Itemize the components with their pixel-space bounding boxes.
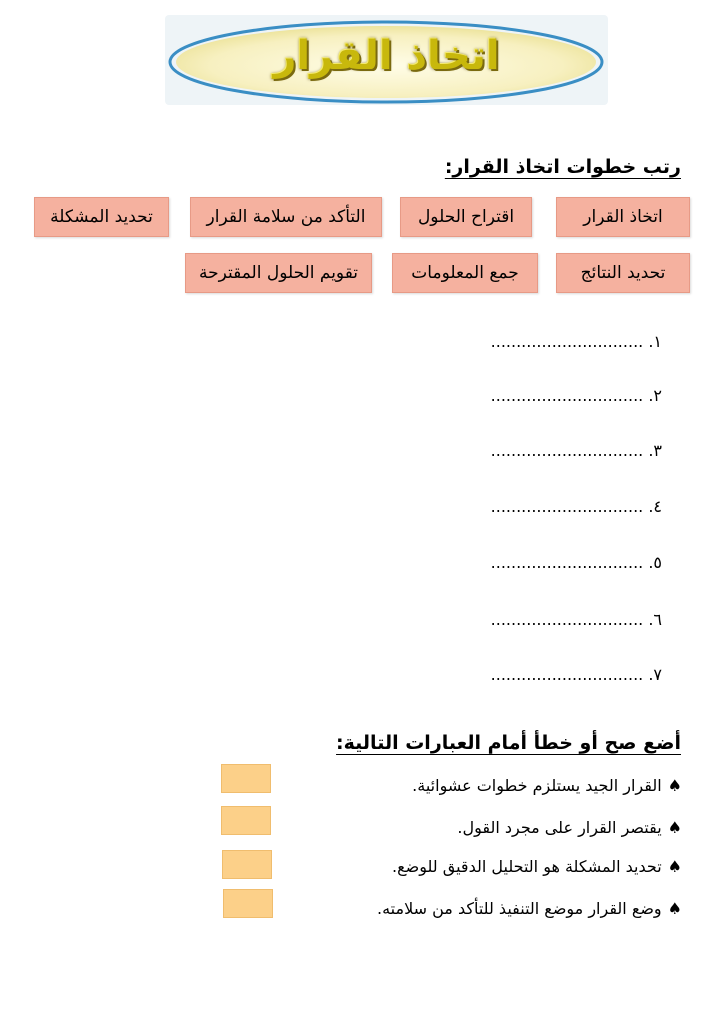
section1-heading: رتب خطوات اتخاذ القرار: — [444, 156, 681, 178]
statement-text: القرار الجيد يستلزم خطوات عشوائية. — [412, 776, 662, 795]
statement-item — [412, 776, 682, 795]
answer-box[interactable] — [222, 850, 272, 879]
statement-text: تحديد المشكلة هو التحليل الدقيق للوضع. — [392, 857, 662, 876]
statement-item — [392, 857, 682, 876]
step-chip[interactable]: التأكد من سلامة القرار — [190, 197, 382, 237]
step-chip[interactable]: تقويم الحلول المقترحة — [185, 253, 372, 293]
answer-line[interactable]: ٧. .............................. — [490, 665, 662, 684]
statement-item — [377, 899, 682, 918]
answer-line[interactable]: ٥. .............................. — [490, 553, 662, 572]
spade-bullet-icon: ♠ — [667, 857, 682, 876]
spade-bullet-icon: ♠ — [667, 776, 682, 795]
spade-bullet-icon: ♠ — [667, 899, 682, 918]
statement-text: وضع القرار موضع التنفيذ للتأكد من سلامته. — [377, 899, 662, 918]
answer-line[interactable]: ٤. .............................. — [490, 497, 662, 516]
answer-box[interactable] — [221, 764, 271, 793]
answer-line[interactable]: ٢. .............................. — [490, 386, 662, 405]
section2-heading: أضع صح أو خطأ أمام العبارات التالية: — [336, 732, 681, 754]
answer-line[interactable]: ١. .............................. — [490, 332, 662, 351]
step-chip[interactable]: تحديد المشكلة — [34, 197, 169, 237]
answer-box[interactable] — [223, 889, 273, 918]
statement-text: يقتصر القرار على مجرد القول. — [457, 818, 662, 837]
page-title: اتخاذ القرار — [273, 33, 500, 79]
step-chip[interactable]: تحديد النتائج — [556, 253, 690, 293]
answer-line[interactable]: ٦. .............................. — [490, 610, 662, 629]
spade-bullet-icon: ♠ — [667, 818, 682, 837]
step-chip[interactable]: جمع المعلومات — [392, 253, 538, 293]
title-banner — [165, 15, 608, 105]
step-chip[interactable]: اقتراح الحلول — [400, 197, 532, 237]
answer-box[interactable] — [221, 806, 271, 835]
answer-line[interactable]: ٣. .............................. — [490, 441, 662, 460]
step-chip[interactable]: اتخاذ القرار — [556, 197, 690, 237]
statement-item — [457, 818, 682, 837]
